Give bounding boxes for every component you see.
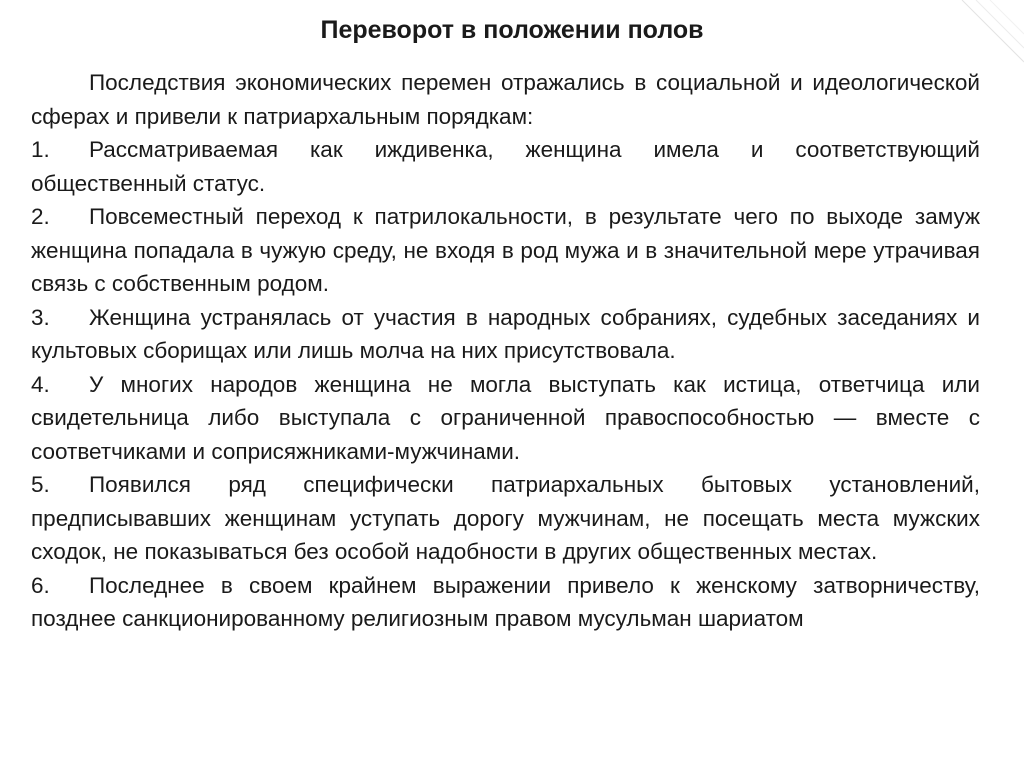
list-item-number: 2. <box>31 204 50 229</box>
slide-title: Переворот в положении полов <box>320 16 704 44</box>
list-item <box>31 368 980 469</box>
list-item <box>31 133 980 200</box>
list-item-number: 1. <box>31 137 50 162</box>
list-item-text: Последнее в своем крайнем выражении привело к женскому затворничеству, позднее санкционированному религиозным правом мусульман шариатом <box>31 572 980 631</box>
list-item-number: 5. <box>31 472 50 497</box>
list-item-text: Женщина устранялась от участия в народных собраниях, судебных заседаниях и культовых сборищах или лишь молча на них присутствовала. <box>31 304 980 363</box>
list-item-text: Повсеместный переход к патрилокальности, в результате чего по выходе замуж женщина попадала в чужую среду, не входя в род мужа и в значительной мере утрачивая связь с собственным родом. <box>31 204 980 296</box>
intro-paragraph: Последствия экономических перемен отражались в социальной и идеологической сферах и привели к патриархальным порядкам: <box>31 70 980 129</box>
list-item-text: Появился ряд специфически патриархальных бытовых установлений, предписывавших женщинам уступать дорогу мужчинам, не посещать места мужских сходок, не показываться без особой надобности в других общественных местах. <box>31 472 980 564</box>
list-item-number: 6. <box>31 572 50 598</box>
list-item <box>31 301 980 368</box>
list-item-number: 3. <box>31 304 50 330</box>
list-item <box>31 569 980 636</box>
list-item-number: 4. <box>31 371 50 397</box>
list-item-text: У многих народов женщина не могла выступать как истица, ответчица или свидетельница либо выступала с ограниченной правоспособностью — вместе с соответчиками и соприсяжниками-мужчинами. <box>31 371 980 464</box>
list-item-text: Рассматриваемая как иждивенка, женщина имела и соответствующий общественный статус. <box>31 137 980 196</box>
slide-body <box>31 66 980 636</box>
list-item <box>31 200 980 301</box>
list-item <box>31 468 980 569</box>
